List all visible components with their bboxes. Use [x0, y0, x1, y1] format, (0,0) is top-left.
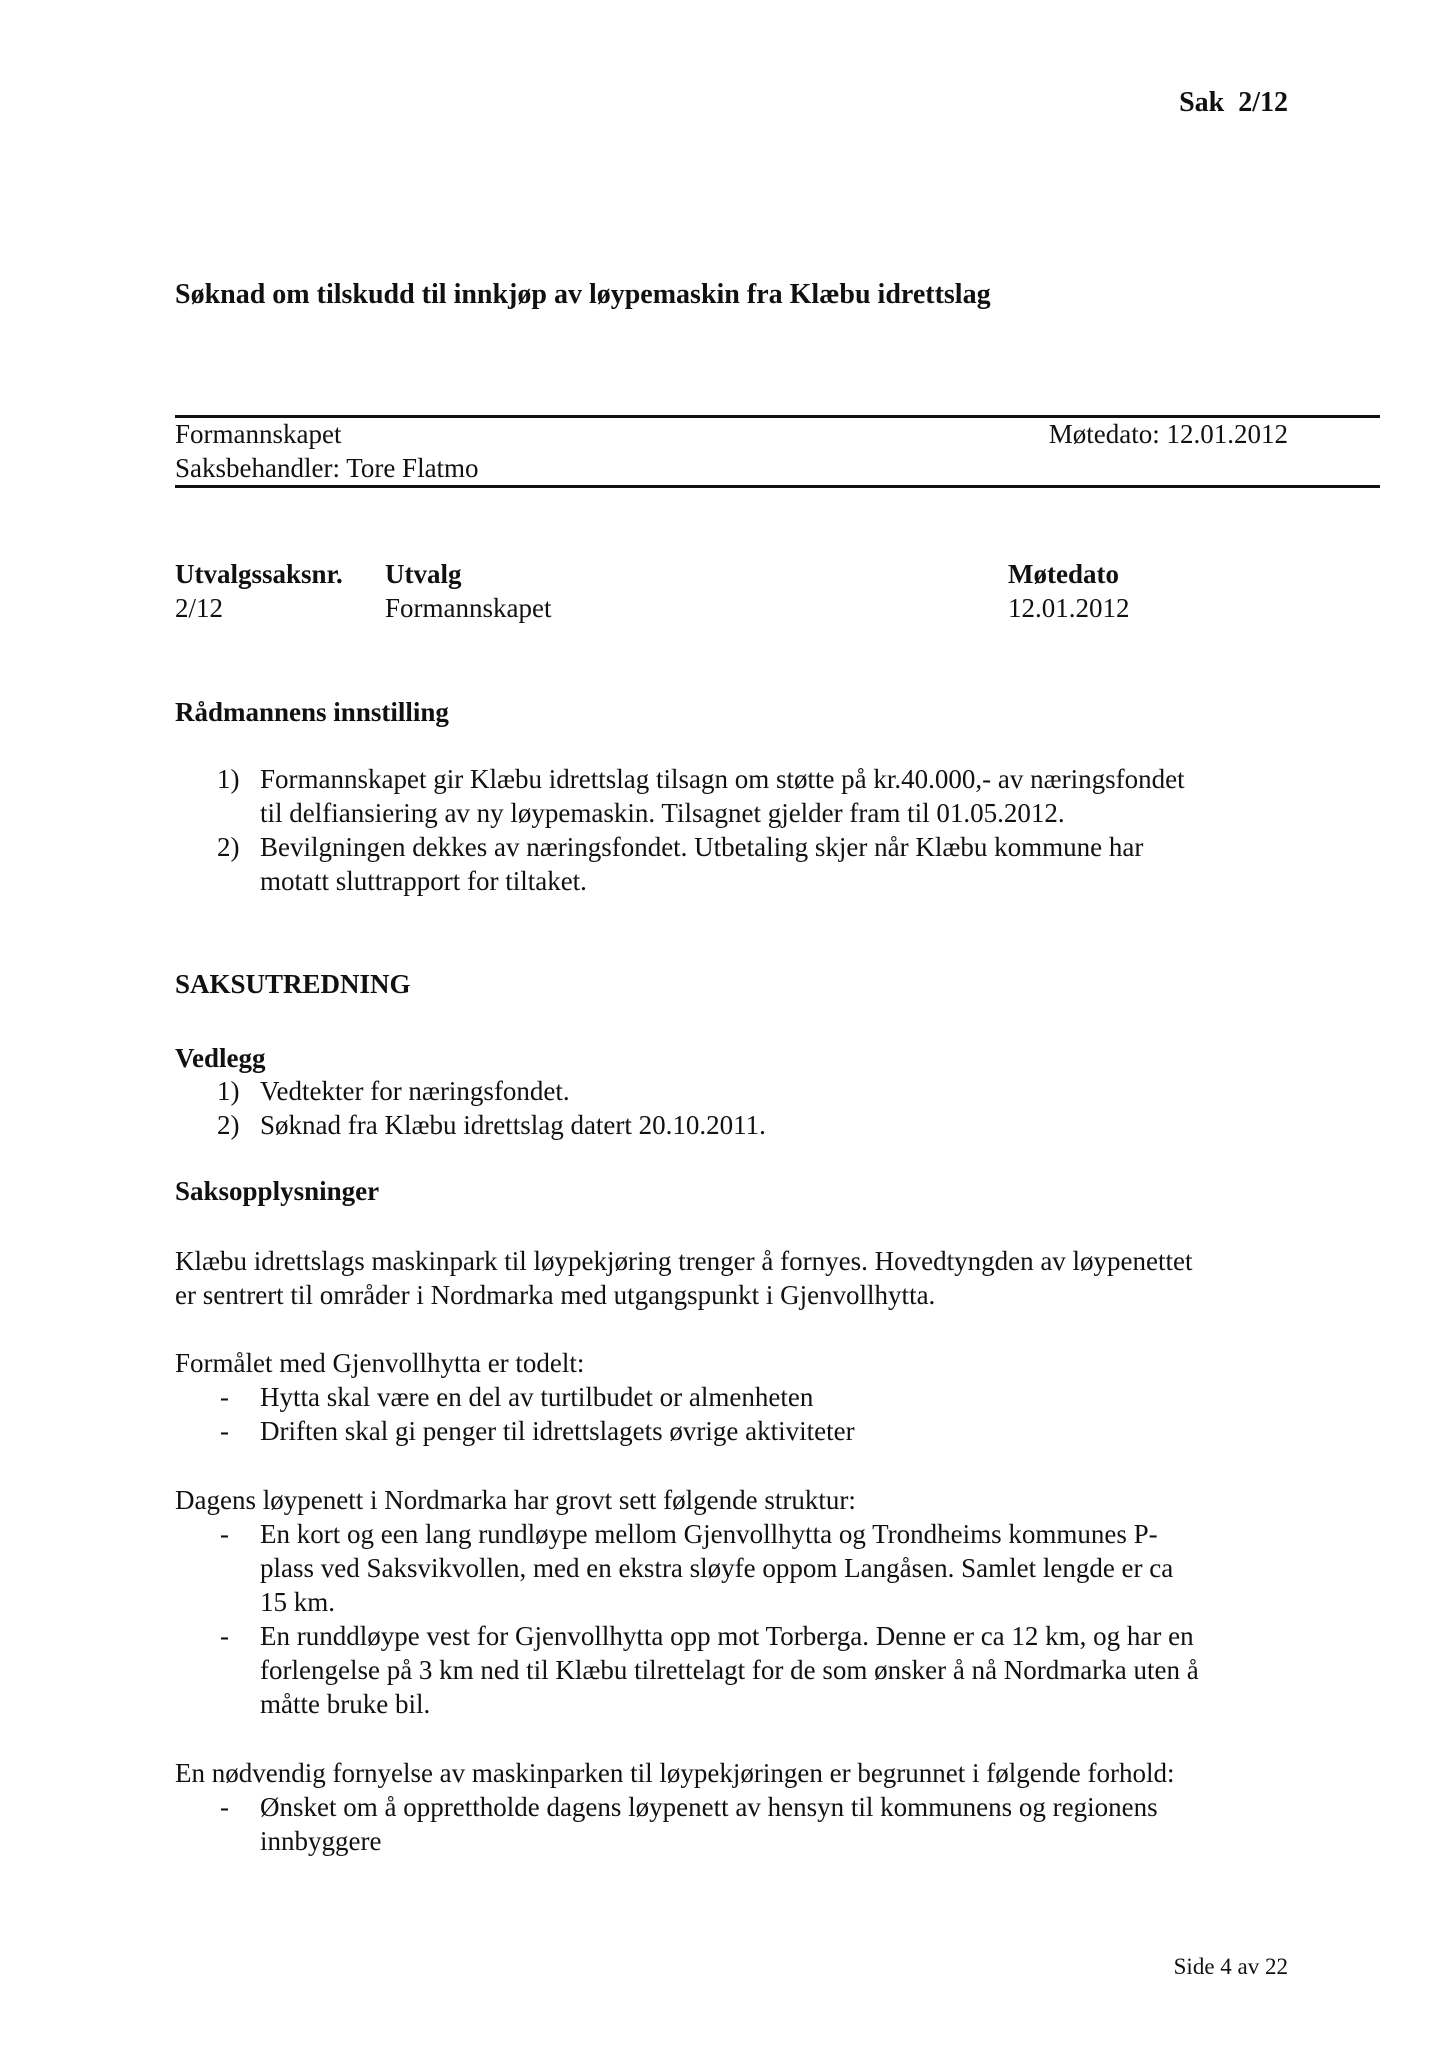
recommendation-item: [175, 762, 1185, 830]
reasons-list: [175, 1790, 1158, 1858]
attachments-list: [175, 1074, 766, 1142]
list-number: 1): [217, 764, 240, 794]
list-item-line: Ønsket om å opprettholde dagens løypenett av hensyn til kommunens og regionens: [260, 1792, 1158, 1822]
list-item: [175, 1790, 1158, 1858]
recommendation-line: Formannskapet gir Klæbu idrettslag tilsagn om støtte på kr.40.000,- av næringsfondet: [260, 764, 1185, 794]
recommendation-line: motatt sluttrapport for tiltaket.: [260, 866, 587, 896]
recommendation-list: [175, 762, 1185, 898]
recommendation-line: til delfiansiering av ny løypemaskin. Tilsagnet gjelder fram til 01.05.2012.: [260, 798, 1065, 828]
attachment-text: Vedtekter for næringsfondet.: [260, 1076, 570, 1106]
attachments-heading: Vedlegg: [175, 1043, 266, 1073]
meta-bottom-rule: [175, 485, 1380, 488]
structure-list: [175, 1517, 1199, 1721]
meta-meeting-date: Møtedato: 12.01.2012: [1048, 419, 1288, 449]
list-item-line: plass ved Saksvikvollen, med en ekstra sløyfe oppom Langåsen. Samlet lengde er ca: [260, 1553, 1174, 1583]
info-paragraph-3: Dagens løypenett i Nordmarka har grovt sett følgende struktur:: [175, 1485, 856, 1515]
info-paragraph-1: [175, 1244, 1193, 1312]
list-item-line: En kort og een lang rundløype mellom Gjenvollhytta og Trondheims kommunes P-: [260, 1519, 1158, 1549]
info-paragraph-4: En nødvendig fornyelse av maskinparken til løypekjøringen er begrunnet i følgende forhold:: [175, 1758, 1175, 1788]
info-heading: Saksopplysninger: [175, 1176, 380, 1206]
list-item: [175, 1619, 1199, 1721]
case-table-header-saksnr: Utvalgssaksnr.: [175, 559, 343, 589]
case-table-header-motedato: Møtedato: [1008, 559, 1119, 589]
meta-body: Formannskapet: [175, 419, 342, 449]
dash-marker: -: [220, 1382, 229, 1412]
list-item: [175, 1517, 1199, 1619]
info-paragraph-2: Formålet med Gjenvollhytta er todelt:: [175, 1348, 585, 1378]
meta-officer: Saksbehandler: Tore Flatmo: [175, 453, 479, 483]
list-item-line: En runddløype vest for Gjenvollhytta opp mot Torberga. Denne er ca 12 km, og har en: [260, 1621, 1194, 1651]
list-item-line: innbyggere: [260, 1826, 382, 1856]
dash-marker: -: [220, 1416, 229, 1446]
recommendation-line: Bevilgningen dekkes av næringsfondet. Utbetaling skjer når Klæbu kommune har: [260, 832, 1144, 862]
list-item-text: Hytta skal være en del av turtilbudet or almenheten: [260, 1382, 814, 1412]
recommendation-item: [175, 830, 1185, 898]
list-item-line: forlengelse på 3 km ned til Klæbu tilrettelagt for de som ønsker å nå Nordmarka uten å: [260, 1655, 1199, 1685]
dash-marker: -: [220, 1621, 229, 1651]
case-number: Sak 2/12: [1179, 87, 1288, 118]
list-item-line: 15 km.: [260, 1587, 336, 1617]
dash-marker: -: [220, 1792, 229, 1822]
recommendation-heading: Rådmannens innstilling: [175, 697, 449, 727]
case-table-cell-saksnr: 2/12: [175, 593, 224, 623]
list-number: 2): [217, 1110, 240, 1140]
dash-marker: -: [220, 1519, 229, 1549]
list-number: 2): [217, 832, 240, 862]
list-number: 1): [217, 1076, 240, 1106]
attachment-item: [175, 1108, 766, 1142]
case-table-header-utvalg: Utvalg: [385, 559, 462, 589]
document-title: Søknad om tilskudd til innkjøp av løypemaskin fra Klæbu idrettslag: [175, 279, 991, 310]
attachment-text: Søknad fra Klæbu idrettslag datert 20.10.2011.: [260, 1110, 766, 1140]
report-heading: SAKSUTREDNING: [175, 969, 411, 999]
purpose-list: [175, 1380, 855, 1448]
case-table-cell-motedato: 12.01.2012: [1008, 593, 1130, 623]
list-item: [175, 1414, 855, 1448]
paragraph-line: er sentrert til områder i Nordmarka med utgangspunkt i Gjenvollhytta.: [175, 1280, 936, 1310]
paragraph-line: Klæbu idrettslags maskinpark til løypekjøring trenger å fornyes. Hovedtyngden av løypenettet: [175, 1246, 1193, 1276]
case-table-cell-utvalg: Formannskapet: [385, 593, 552, 623]
list-item-line: måtte bruke bil.: [260, 1689, 431, 1719]
page-number: Side 4 av 22: [1173, 1954, 1288, 1979]
list-item-text: Driften skal gi penger til idrettslagets øvrige aktiviteter: [260, 1416, 855, 1446]
list-item: [175, 1380, 855, 1414]
attachment-item: [175, 1074, 766, 1108]
